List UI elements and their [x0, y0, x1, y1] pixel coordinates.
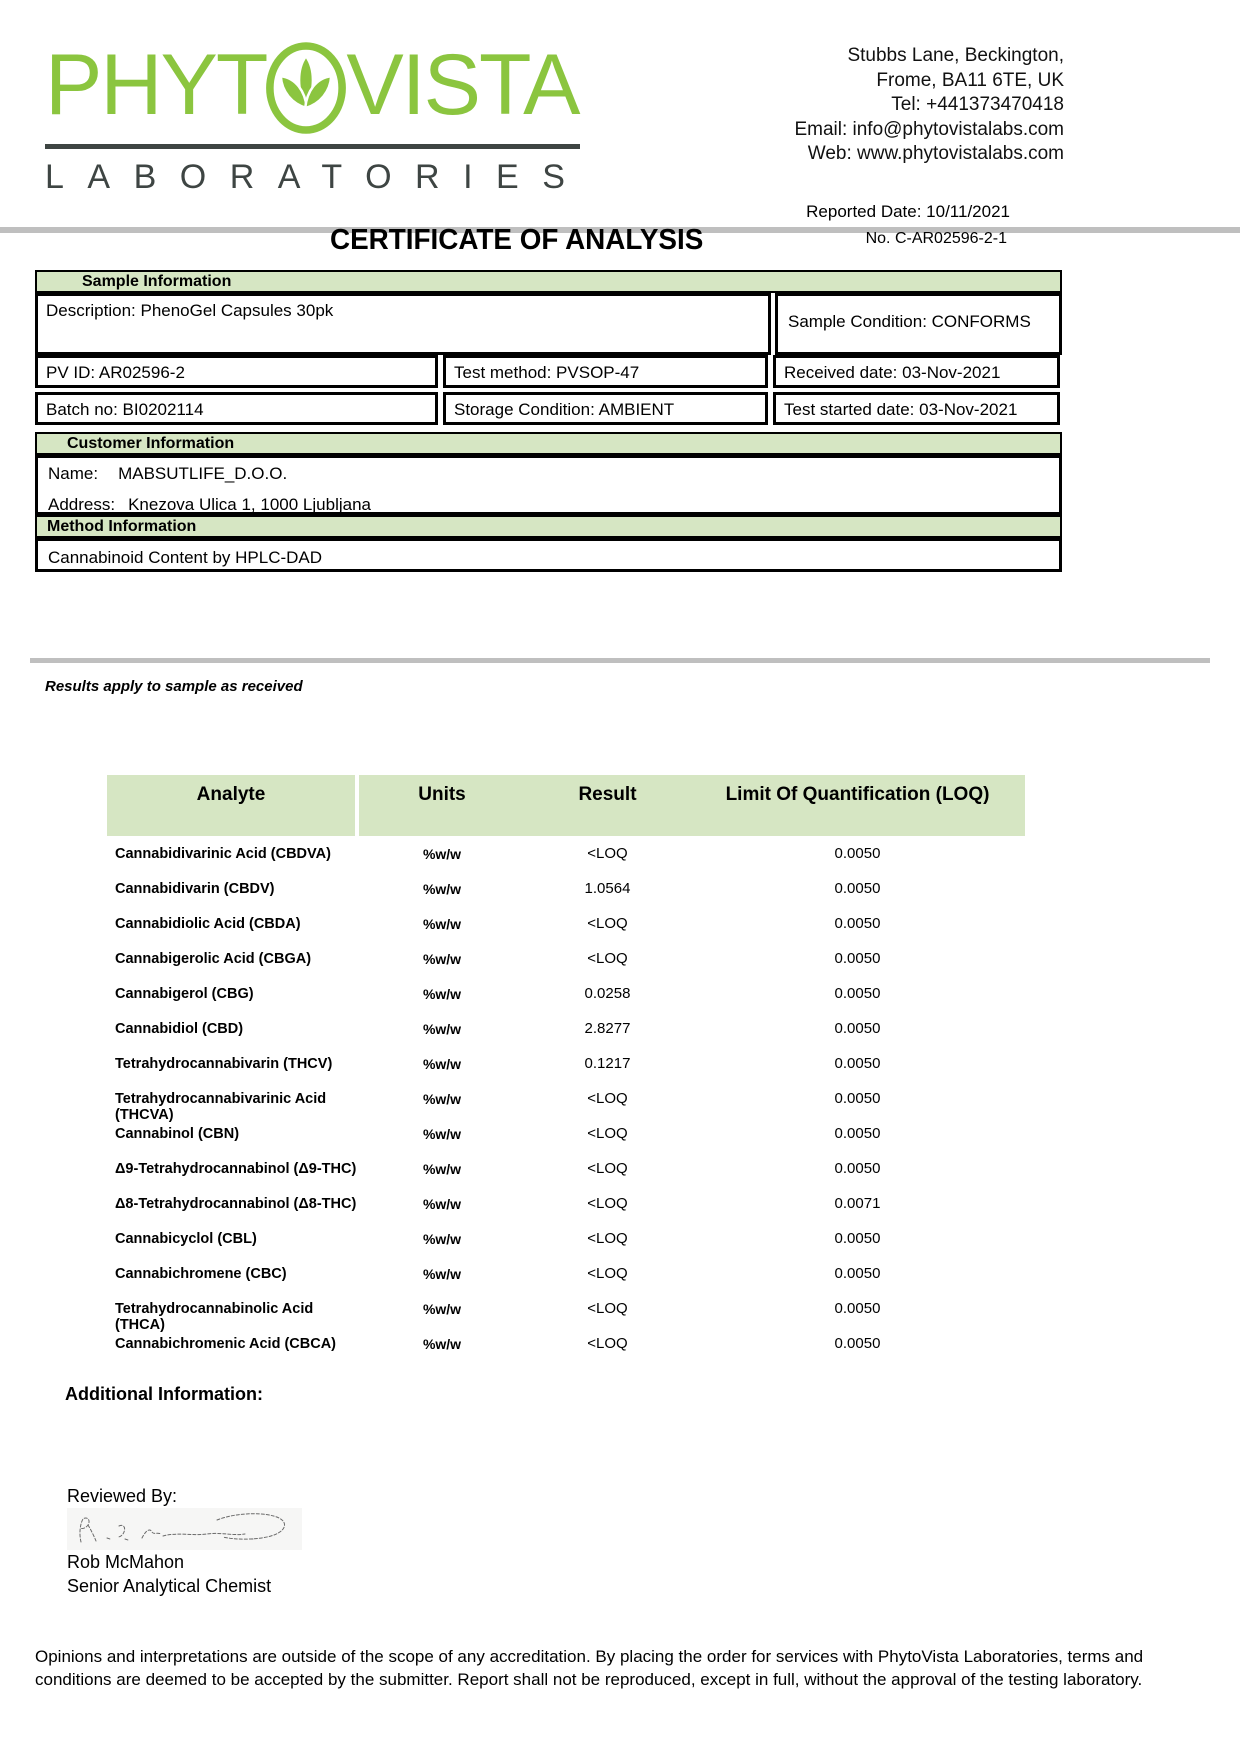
units-cell: %w/w	[422, 1336, 462, 1352]
handwritten-signature	[67, 1508, 302, 1550]
header-result: Result	[525, 775, 690, 836]
result-cell: <LOQ	[587, 1265, 628, 1282]
additional-information-label: Additional Information:	[65, 1384, 263, 1404]
units-cell: %w/w	[422, 1266, 462, 1282]
results-table-row	[107, 1291, 1025, 1333]
results-table-row	[107, 941, 1025, 976]
method-information-header: Method Information	[35, 515, 1062, 538]
units-cell: %w/w	[422, 1126, 462, 1142]
result-cell: 2.8277	[584, 1020, 631, 1037]
analyte-cell: Δ9-Tetrahydrocannabinol (Δ9-THC)	[115, 1161, 357, 1177]
analyte-cell: Cannabichromenic Acid (CBCA)	[115, 1336, 337, 1352]
result-cell: 0.1217	[584, 1055, 631, 1072]
loq-cell: 0.0050	[834, 880, 881, 897]
logo-text-right: VISTA	[346, 37, 579, 133]
reviewed-by-label: Reviewed By:	[67, 1486, 178, 1506]
customer-name-line	[48, 464, 1049, 484]
loq-cell: 0.0050	[834, 1300, 881, 1317]
pv-id-cell: PV ID: AR02596-2	[35, 355, 438, 388]
method-box: Cannabinoid Content by HPLC-DAD	[35, 538, 1062, 572]
customer-info-box	[35, 455, 1062, 515]
analyte-cell: Cannabigerol (CBG)	[115, 986, 254, 1002]
result-cell: <LOQ	[587, 1300, 628, 1317]
loq-cell: 0.0050	[834, 915, 881, 932]
units-cell: %w/w	[422, 881, 462, 897]
sample-condition-cell: Sample Condition: CONFORMS	[775, 293, 1062, 355]
result-cell: <LOQ	[587, 1125, 628, 1142]
customer-name-label: Name:	[48, 464, 99, 483]
results-table-row	[107, 1221, 1025, 1256]
storage-condition-cell: Storage Condition: AMBIENT	[443, 392, 768, 425]
analyte-cell: Cannabidivarin (CBDV)	[115, 881, 275, 897]
logo-divider	[45, 144, 580, 149]
units-cell: %w/w	[422, 951, 462, 967]
contact-address-line2: Frome, BA11 6TE, UK	[876, 69, 1064, 91]
logo-wordmark	[45, 30, 585, 140]
results-table-row	[107, 1046, 1025, 1081]
sample-description-cell: Description: PhenoGel Capsules 30pk	[35, 293, 771, 355]
signature-scribble-icon	[67, 1508, 302, 1550]
results-table	[107, 775, 1025, 1361]
contact-email: Email: info@phytovistalabs.com	[794, 118, 1064, 140]
units-cell: %w/w	[422, 846, 462, 862]
leaf-in-oval-icon	[264, 40, 348, 136]
footer-disclaimer: Opinions and interpretations are outside of the scope of any accreditation. By placing the order for services with PhytoVista Laboratories, terms and conditions are deemed to be accepted by the submitter. Report shall not be reproduced, except in full, without the approval of the testing laboratory.	[35, 1647, 1144, 1689]
lab-contact-block	[794, 44, 1064, 167]
loq-cell: 0.0050	[834, 950, 881, 967]
sample-description-row	[35, 293, 1062, 355]
header-loq: Limit Of Quantification (LOQ)	[690, 775, 1025, 836]
results-table-row	[107, 836, 1025, 871]
received-date-cell: Received date: 03-Nov-2021	[773, 355, 1060, 388]
analyte-cell: Tetrahydrocannabinolic Acid (THCA)	[115, 1301, 314, 1333]
header-analyte: Analyte	[107, 775, 355, 836]
test-method-cell: Test method: PVSOP-47	[443, 355, 768, 388]
units-cell: %w/w	[422, 1161, 462, 1177]
contact-web: Web: www.phytovistalabs.com	[807, 143, 1064, 164]
results-table-row	[107, 906, 1025, 941]
results-table-row	[107, 1011, 1025, 1046]
units-cell: %w/w	[422, 1196, 462, 1212]
report-number: No. C-AR02596-2-1	[865, 230, 1007, 247]
result-cell: <LOQ	[587, 1090, 628, 1107]
analyte-cell: Cannabigerolic Acid (CBGA)	[115, 951, 312, 967]
results-table-body	[107, 836, 1025, 1361]
result-cell: <LOQ	[587, 845, 628, 862]
result-cell: <LOQ	[587, 1160, 628, 1177]
loq-cell: 0.0050	[834, 1265, 881, 1282]
loq-cell: 0.0050	[834, 1335, 881, 1352]
analyte-cell: Cannabichromene (CBC)	[115, 1266, 287, 1282]
certificate-title: CERTIFICATE OF ANALYSIS	[330, 224, 704, 256]
loq-cell: 0.0050	[834, 1160, 881, 1177]
logo-subtitle: LABORATORIES	[45, 158, 589, 196]
customer-address-label: Address:	[48, 495, 116, 514]
units-cell: %w/w	[422, 1301, 462, 1317]
units-cell: %w/w	[422, 1091, 462, 1107]
loq-cell: 0.0050	[834, 985, 881, 1002]
results-divider-rule	[30, 658, 1210, 663]
contact-address-line1: Stubbs Lane, Beckington,	[847, 45, 1064, 66]
test-started-date-cell: Test started date: 03-Nov-2021	[773, 392, 1060, 425]
reviewer-name: Rob McMahon	[67, 1552, 185, 1572]
result-cell: <LOQ	[587, 915, 628, 932]
loq-cell: 0.0050	[834, 845, 881, 862]
units-cell: %w/w	[422, 1021, 462, 1037]
info-tables	[35, 270, 1062, 572]
units-cell: %w/w	[422, 1231, 462, 1247]
results-table-row	[107, 976, 1025, 1011]
analyte-cell: Cannabinol (CBN)	[115, 1126, 240, 1142]
loq-cell: 0.0050	[834, 1090, 881, 1107]
results-table-row	[107, 1116, 1025, 1151]
logo-text-left: PHYT	[45, 37, 267, 133]
analyte-cell: Cannabidivarinic Acid (CBDVA)	[115, 846, 331, 862]
analyte-cell: Cannabidiolic Acid (CBDA)	[115, 916, 301, 932]
reported-date: Reported Date: 10/11/2021	[806, 202, 1010, 221]
loq-cell: 0.0071	[834, 1195, 881, 1212]
header-units: Units	[359, 775, 525, 836]
sample-information-header: Sample Information	[35, 270, 1062, 293]
results-table-row	[107, 1326, 1025, 1361]
results-table-row	[107, 1186, 1025, 1221]
company-logo	[45, 30, 589, 197]
units-cell: %w/w	[422, 1056, 462, 1072]
customer-address-line	[48, 495, 1049, 515]
results-table-row	[107, 871, 1025, 906]
analyte-cell: Tetrahydrocannabivarinic Acid (THCVA)	[115, 1091, 327, 1123]
analyte-cell: Cannabidiol (CBD)	[115, 1021, 244, 1037]
results-table-header	[107, 775, 1025, 836]
batch-no-cell: Batch no: BI0202114	[35, 392, 438, 425]
results-note: Results apply to sample as received	[45, 678, 303, 695]
sample-row-2	[35, 392, 1062, 425]
result-cell: <LOQ	[587, 1230, 628, 1247]
customer-address-value: Knezova Ulica 1, 1000 Ljubljana	[128, 495, 371, 514]
customer-information-header: Customer Information	[35, 432, 1062, 455]
result-cell: <LOQ	[587, 1335, 628, 1352]
analyte-cell: Δ8-Tetrahydrocannabinol (Δ8-THC)	[115, 1196, 357, 1212]
reviewer-title: Senior Analytical Chemist	[67, 1576, 272, 1596]
loq-cell: 0.0050	[834, 1020, 881, 1037]
result-cell: 1.0564	[584, 880, 631, 897]
analyte-cell: Cannabicyclol (CBL)	[115, 1231, 257, 1247]
contact-tel: Tel: +441373470418	[891, 94, 1064, 115]
loq-cell: 0.0050	[834, 1125, 881, 1142]
result-cell: <LOQ	[587, 1195, 628, 1212]
customer-name-value: MABSUTLIFE_D.O.O.	[118, 464, 288, 483]
sample-row-1	[35, 355, 1062, 388]
result-cell: <LOQ	[587, 950, 628, 967]
loq-cell: 0.0050	[834, 1230, 881, 1247]
result-cell: 0.0258	[584, 985, 631, 1002]
units-cell: %w/w	[422, 916, 462, 932]
units-cell: %w/w	[422, 986, 462, 1002]
results-table-row	[107, 1256, 1025, 1291]
analyte-cell: Tetrahydrocannabivarin (THCV)	[115, 1056, 333, 1072]
results-table-row	[107, 1081, 1025, 1123]
loq-cell: 0.0050	[834, 1055, 881, 1072]
results-table-row	[107, 1151, 1025, 1186]
